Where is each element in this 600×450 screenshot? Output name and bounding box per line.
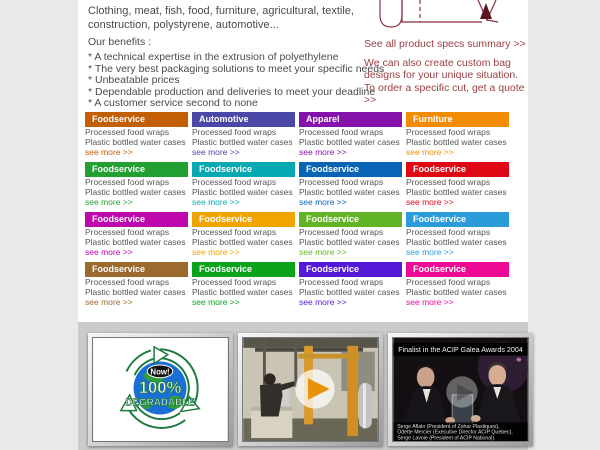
category-card [299, 262, 402, 308]
industries-text: Clothing, meat, fish, food, furniture, agricultural, textile, construction, polystyrene, automotive... [88, 5, 354, 31]
category-card [85, 162, 188, 208]
award-caption-line: Odette Mercier (Executive Director ACIP Quebec), [397, 429, 513, 436]
category-line1: Processed food wraps [192, 127, 277, 137]
category-line2: Plastic bottled water cases [299, 287, 400, 297]
get-quote-link[interactable]: To order a specific cut, get a quote >> [364, 82, 525, 106]
see-more-link[interactable]: see more >> [406, 247, 454, 257]
category-line1: Processed food wraps [192, 227, 277, 237]
category-card [192, 262, 295, 308]
category-line2: Plastic bottled water cases [299, 137, 400, 147]
award-video-thumbnail[interactable] [388, 333, 533, 446]
main-content [78, 0, 528, 322]
category-card [406, 212, 509, 258]
benefit-item: * A customer service second to none [88, 97, 258, 109]
see-more-link[interactable]: see more >> [299, 247, 347, 257]
category-header[interactable]: Foodservice [299, 262, 402, 277]
category-line2: Plastic bottled water cases [85, 287, 186, 297]
benefits-title: Our benefits : [88, 36, 152, 48]
award-photo [392, 337, 529, 442]
bag-roll-diagram-icon [370, 0, 505, 30]
factory-photo [242, 337, 379, 442]
see-more-link[interactable]: see more >> [406, 197, 454, 207]
media-band [78, 322, 528, 450]
category-line2: Plastic bottled water cases [192, 287, 293, 297]
category-header[interactable]: Foodservice [299, 212, 402, 227]
category-grid [85, 112, 509, 308]
category-header[interactable]: Foodservice [85, 212, 188, 227]
see-more-link[interactable]: see more >> [85, 297, 133, 307]
category-line1: Processed food wraps [299, 227, 384, 237]
degradable-logo-image [88, 333, 233, 446]
category-line1: Processed food wraps [85, 127, 170, 137]
category-line2: Plastic bottled water cases [192, 137, 293, 147]
category-card [406, 112, 509, 158]
see-more-link[interactable]: see more >> [192, 147, 240, 157]
category-line1: Processed food wraps [299, 127, 384, 137]
category-header[interactable]: Apparel [299, 112, 402, 127]
category-line1: Processed food wraps [299, 177, 384, 187]
category-card [299, 162, 402, 208]
category-header[interactable]: Foodservice [85, 262, 188, 277]
category-header[interactable]: Automotive [192, 112, 295, 127]
benefit-item: * Dependable production and deliveries to meet your deadline [88, 85, 376, 98]
see-more-link[interactable]: see more >> [85, 197, 133, 207]
category-header[interactable]: Foodservice [192, 262, 295, 277]
category-card [299, 212, 402, 258]
category-line2: Plastic bottled water cases [299, 237, 400, 247]
category-header[interactable]: Foodservice [406, 212, 509, 227]
category-header[interactable]: Foodservice [406, 262, 509, 277]
category-line1: Processed food wraps [192, 277, 277, 287]
category-line2: Plastic bottled water cases [406, 137, 507, 147]
category-card [192, 162, 295, 208]
category-line1: Processed food wraps [406, 277, 491, 287]
category-line1: Processed food wraps [299, 277, 384, 287]
category-card [406, 162, 509, 208]
category-line2: Plastic bottled water cases [85, 137, 186, 147]
category-line2: Plastic bottled water cases [406, 287, 507, 297]
category-header[interactable]: Foodservice [192, 162, 295, 177]
benefit-item: * A technical expertise in the extrusion of polyethylene [88, 51, 339, 63]
category-card [85, 262, 188, 308]
category-header[interactable]: Foodservice [85, 162, 188, 177]
see-more-link[interactable]: see more >> [192, 197, 240, 207]
category-card [299, 112, 402, 158]
recycle-logo-icon [92, 337, 229, 442]
category-line2: Plastic bottled water cases [192, 187, 293, 197]
benefits-list [88, 52, 384, 110]
see-more-link[interactable]: see more >> [406, 147, 454, 157]
degradable-percent: 100% [138, 377, 182, 397]
category-line1: Processed food wraps [85, 177, 170, 187]
see-more-link[interactable]: see more >> [299, 297, 347, 307]
award-caption-line: Serge Aflalo (President of Zohar Plastiques), [397, 423, 500, 430]
category-header[interactable]: Furniture [406, 112, 509, 127]
category-line1: Processed food wraps [192, 177, 277, 187]
see-more-link[interactable]: see more >> [406, 297, 454, 307]
category-line2: Plastic bottled water cases [85, 237, 186, 247]
factory-video-thumbnail[interactable] [238, 333, 383, 446]
category-line2: Plastic bottled water cases [299, 187, 400, 197]
category-header[interactable]: Foodservice [192, 212, 295, 227]
category-line1: Processed food wraps [406, 177, 491, 187]
category-line2: Plastic bottled water cases [192, 237, 293, 247]
see-more-link[interactable]: see more >> [192, 247, 240, 257]
category-line2: Plastic bottled water cases [406, 237, 507, 247]
degradable-label: DEGRADABLE [125, 397, 195, 409]
category-card [406, 262, 509, 308]
benefit-item: * The very best packaging solutions to meet your specific needs [88, 62, 385, 75]
category-card [85, 112, 188, 158]
benefit-item: * Unbeatable prices [88, 74, 180, 86]
see-more-link[interactable]: see more >> [299, 147, 347, 157]
category-line1: Processed food wraps [406, 227, 491, 237]
category-line2: Plastic bottled water cases [406, 187, 507, 197]
award-caption-line: Serge Lavoie (President of ACIP National). [397, 435, 496, 442]
category-header[interactable]: Foodservice [406, 162, 509, 177]
category-line2: Plastic bottled water cases [85, 187, 186, 197]
award-title: Finalist in the ACIP Galea Awards 2004 [398, 346, 523, 355]
category-line1: Processed food wraps [406, 127, 491, 137]
product-specs-link[interactable]: See all product specs summary >> [364, 38, 526, 50]
now-badge: Now! [150, 367, 170, 377]
see-more-link[interactable]: see more >> [85, 247, 133, 257]
category-line1: Processed food wraps [85, 277, 170, 287]
category-header[interactable]: Foodservice [299, 162, 402, 177]
see-more-link[interactable]: see more >> [192, 297, 240, 307]
category-card [192, 112, 295, 158]
category-card [85, 212, 188, 258]
custom-bag-text: We can also create custom bag designs for your unique situation. [364, 57, 519, 81]
category-line1: Processed food wraps [85, 227, 170, 237]
category-header[interactable]: Foodservice [85, 112, 188, 127]
see-more-link[interactable]: see more >> [85, 147, 133, 157]
see-more-link[interactable]: see more >> [299, 197, 347, 207]
category-card [192, 212, 295, 258]
